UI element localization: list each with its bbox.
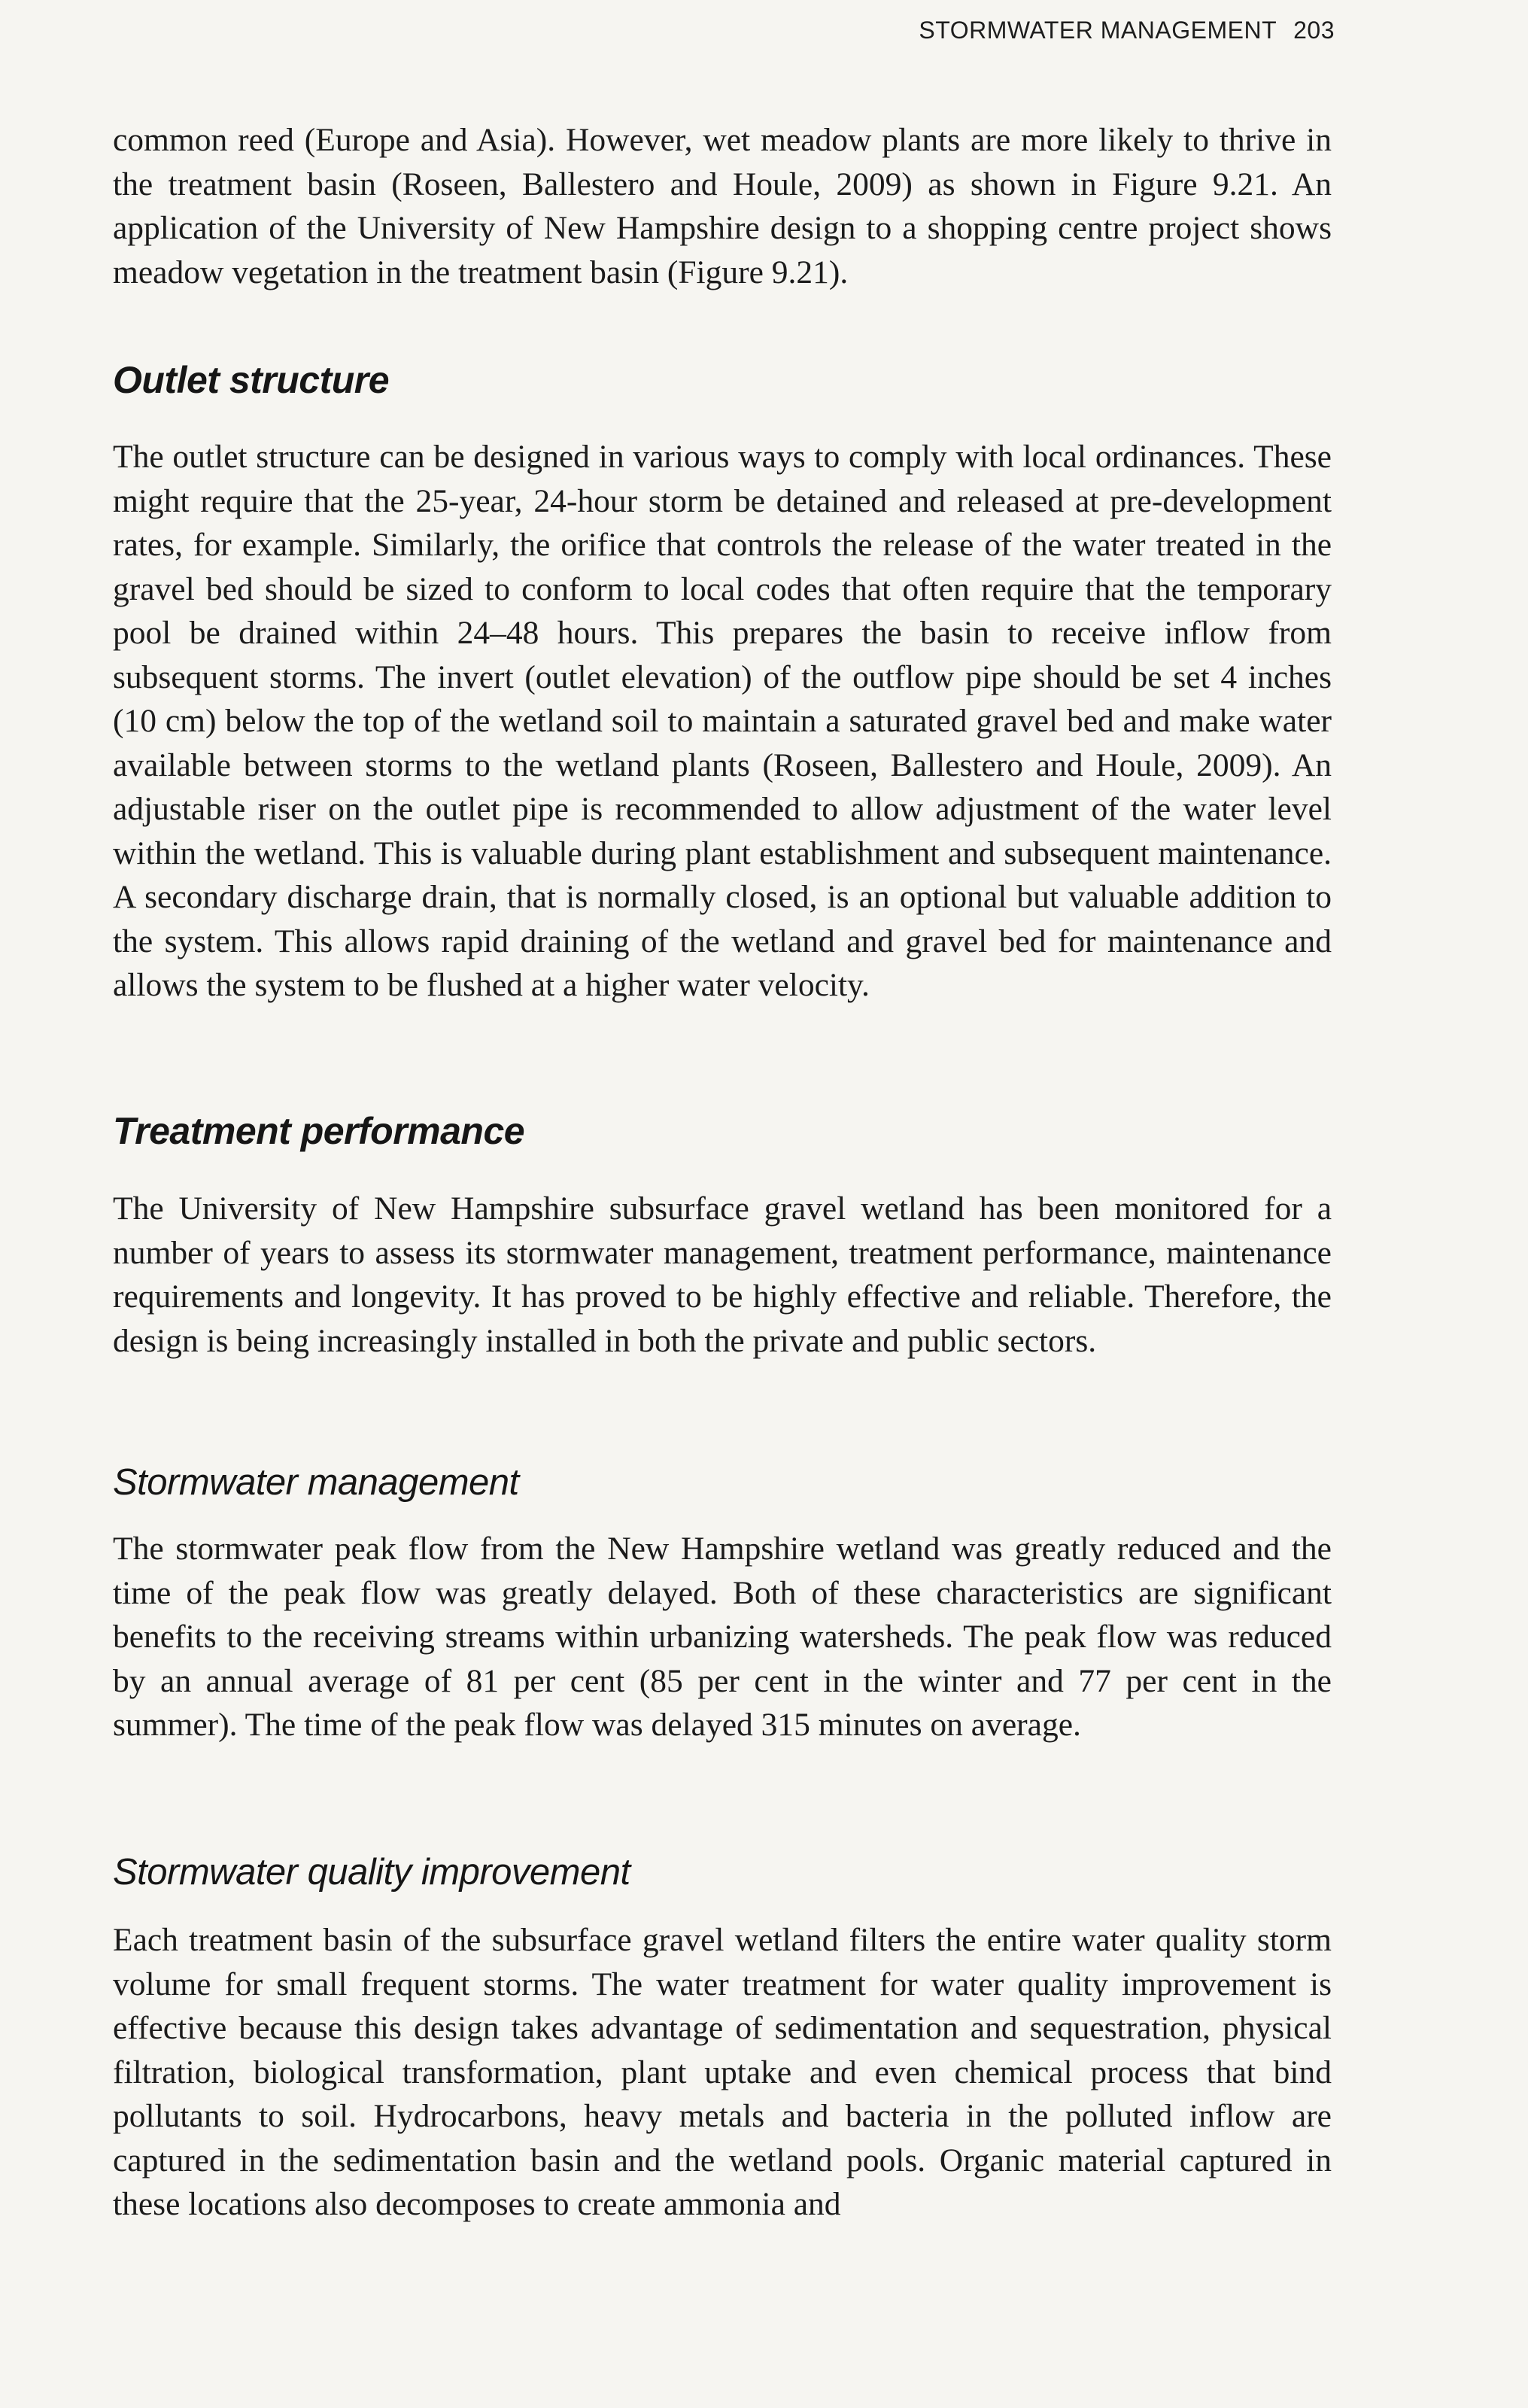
paragraph-treatment-performance: The University of New Hampshire subsurface gravel wetland has been monitored for a number of years to assess its stormwater management, treatment performance, maintenance requirements and longevity. It has proved to be highly effective and reliable. Therefore, the design is being increasingly installed in both the private and public sectors. (113, 1190, 1332, 1359)
page-number: 203 (1293, 17, 1335, 44)
paragraph-stormwater-management: The stormwater peak flow from the New Hampshire wetland was greatly reduced and the time of the peak flow was greatly delayed. Both of these characteristics are significant benefits to the receiving streams within urbanizing watersheds. The peak flow was reduced by an annual average of 81 per cent (85 per cent in the winter and 77 per cent in the summer). The time of the peak flow was delayed 315 minutes on average. (113, 1531, 1332, 1743)
book-page (113, 0, 1335, 2408)
running-head-title: STORMWATER MANAGEMENT (919, 17, 1277, 44)
heading-outlet-structure: Outlet structure (113, 359, 390, 401)
paragraph-stormwater-quality-improvement: Each treatment basin of the subsurface gravel wetland filters the entire water quality storm volume for small frequent storms. The water treatment for water quality improvement is effective because this design takes advantage of sedimentation and sequestration, physical filtration, biological transformation, plant uptake and even chemical process that bind pollutants to soil. Hydrocarbons, heavy metals and bacteria in the polluted inflow are captured in the sedimentation basin and the wetland pools. Organic material captured in these locations also decomposes to create ammonia and (113, 1922, 1332, 2222)
heading-stormwater-management: Stormwater management (113, 1462, 519, 1503)
heading-stormwater-quality-improvement: Stormwater quality improvement (113, 1852, 630, 1893)
intro-paragraph: common reed (Europe and Asia). However, wet meadow plants are more likely to thrive in the treatment basin (Roseen, Ballestero and Houle, 2009) as shown in Figure 9.21. An application of the University of New Hampshire design to a shopping centre project shows meadow vegetation in the treatment basin (Figure 9.21). (113, 122, 1332, 290)
running-head (919, 17, 1335, 44)
paragraph-outlet-structure: The outlet structure can be designed in various ways to comply with local ordinances. These might require that the 25-year, 24-hour storm be detained and released at pre-development rates, for example. Similarly, the orifice that controls the release of the water treated in the gravel bed should be sized to conform to local codes that often require that the temporary pool be drained within 24–48 hours. This prepares the basin to receive inflow from subsequent storms. The invert (outlet elevation) of the outflow pipe should be set 4 inches (10 cm) below the top of the wetland soil to maintain a saturated gravel bed and make water available between storms to the wetland plants (Roseen, Ballestero and Houle, 2009). An adjustable riser on the outlet pipe is recommended to allow adjustment of the water level within the wetland. This is valuable during plant establishment and subsequent maintenance. A secondary discharge drain, that is normally closed, is an optional but valuable addition to the system. This allows rapid draining of the wetland and gravel bed for maintenance and allows the system to be flushed at a higher water velocity. (113, 439, 1332, 1003)
heading-treatment-performance: Treatment performance (113, 1110, 525, 1152)
